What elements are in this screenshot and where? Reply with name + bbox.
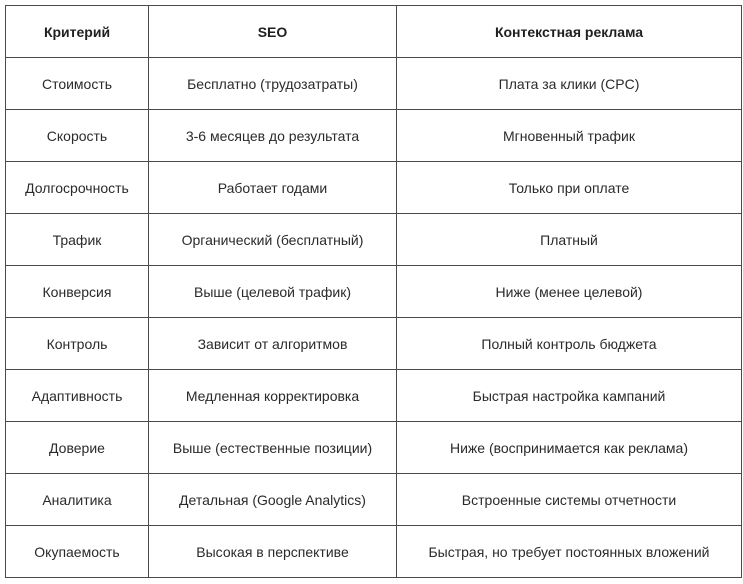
context-ads-cell: Быстрая, но требует постоянных вложений <box>397 526 742 578</box>
criterion-cell: Контроль <box>6 318 149 370</box>
context-ads-cell: Ниже (менее целевой) <box>397 266 742 318</box>
seo-cell: Высокая в перспективе <box>149 526 397 578</box>
table-row <box>6 526 742 578</box>
criterion-cell: Трафик <box>6 214 149 266</box>
seo-cell: Зависит от алгоритмов <box>149 318 397 370</box>
table-row <box>6 266 742 318</box>
table-row <box>6 318 742 370</box>
table-row <box>6 474 742 526</box>
criterion-cell: Долгосрочность <box>6 162 149 214</box>
criterion-cell: Адаптивность <box>6 370 149 422</box>
header-row <box>6 6 742 58</box>
table-row <box>6 58 742 110</box>
criterion-cell: Окупаемость <box>6 526 149 578</box>
table-body <box>6 58 742 578</box>
criterion-cell: Стоимость <box>6 58 149 110</box>
table-row <box>6 370 742 422</box>
seo-cell: 3-6 месяцев до результата <box>149 110 397 162</box>
criterion-cell: Доверие <box>6 422 149 474</box>
header-context-ads: Контекстная реклама <box>397 6 742 58</box>
seo-cell: Бесплатно (трудозатраты) <box>149 58 397 110</box>
context-ads-cell: Ниже (воспринимается как реклама) <box>397 422 742 474</box>
context-ads-cell: Быстрая настройка кампаний <box>397 370 742 422</box>
seo-cell: Выше (целевой трафик) <box>149 266 397 318</box>
header-seo: SEO <box>149 6 397 58</box>
context-ads-cell: Мгновенный трафик <box>397 110 742 162</box>
table-row <box>6 110 742 162</box>
seo-cell: Детальная (Google Analytics) <box>149 474 397 526</box>
context-ads-cell: Полный контроль бюджета <box>397 318 742 370</box>
seo-cell: Работает годами <box>149 162 397 214</box>
context-ads-cell: Платный <box>397 214 742 266</box>
context-ads-cell: Только при оплате <box>397 162 742 214</box>
context-ads-cell: Встроенные системы отчетности <box>397 474 742 526</box>
table-header <box>6 6 742 58</box>
seo-cell: Медленная корректировка <box>149 370 397 422</box>
context-ads-cell: Плата за клики (CPC) <box>397 58 742 110</box>
criterion-cell: Аналитика <box>6 474 149 526</box>
comparison-table <box>5 5 742 578</box>
table-row <box>6 162 742 214</box>
criterion-cell: Конверсия <box>6 266 149 318</box>
table-row <box>6 422 742 474</box>
seo-cell: Органический (бесплатный) <box>149 214 397 266</box>
header-criterion: Критерий <box>6 6 149 58</box>
seo-cell: Выше (естественные позиции) <box>149 422 397 474</box>
criterion-cell: Скорость <box>6 110 149 162</box>
table-row <box>6 214 742 266</box>
